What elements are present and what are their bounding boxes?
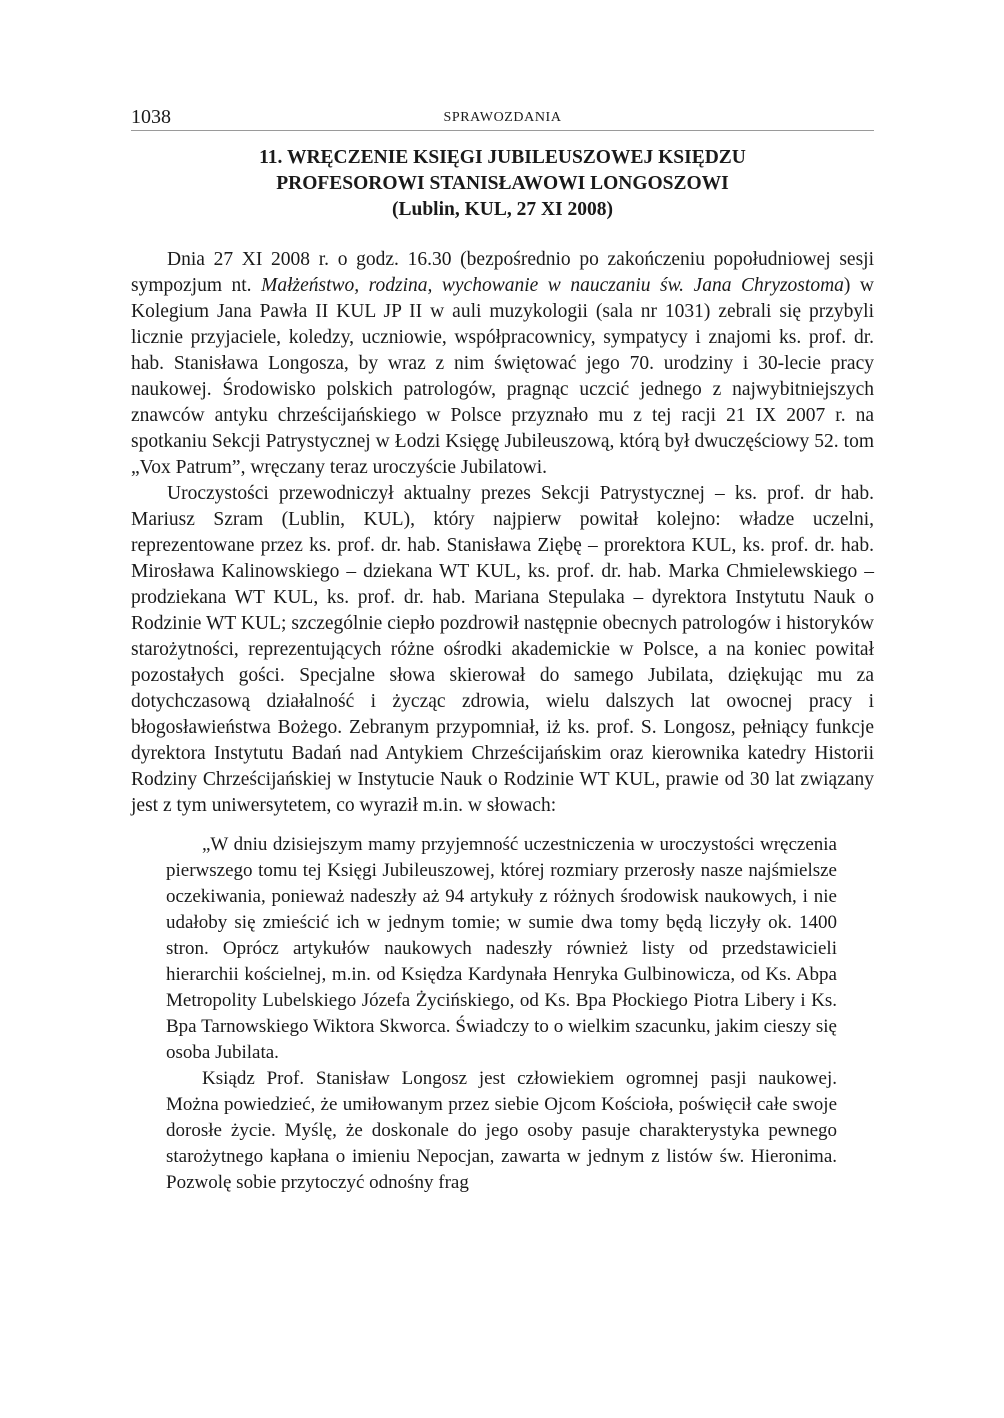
- title-line-1: 11. WRĘCZENIE KSIĘGI JUBILEUSZOWEJ KSIĘDZU: [259, 147, 746, 168]
- quote-paragraph-2: Ksiądz Prof. Stanisław Longosz jest człowiekiem ogromnej pasji naukowej. Można powiedzieć, że umiłowanym przez siebie Ojcom Kościoła, poświęcił całe swoje dorosłe życie. Myślę, że doskonale do jego osoby pasuje charakterystyka pewnego starożytnego kapłana o imieniu Nepocjan, zawarta w jednym z listów św. Hieronima. Pozwolę sobie przytoczyć odnośny frag: [166, 1068, 837, 1193]
- body-text: [131, 247, 874, 1196]
- quote-paragraph-1: „W dniu dzisiejszym mamy przyjemność uczestniczenia w uroczystości wręczenia pierwszego tomu tej Księgi Jubileuszowej, której rozmiary przerosły nasze najśmielsze oczekiwania, ponieważ nadeszły aż 94 artykuły z różnych środowisk naukowych, i nie udałoby się zmieścić ich w jednym tomie; w sumie dwa tomy będą liczyły ok. 1400 stron. Oprócz artykułów naukowych nadeszły również listy od przedstawicieli hierarchii kościelnej, m.in. od Księdza Kardynała Henryka Gulbinowicza, od Ks. Abpa Metropolity Lubelskiego Józefa Życińskiego, od Ks. Bpa Płockiego Piotra Libery i Ks. Bpa Tarnowskiego Wiktora Skworca. Świadczy to o wielkim szacunku, jakim cieszy się osoba Jubilata.: [166, 834, 837, 1063]
- paragraph-1: [131, 247, 874, 481]
- running-header: [131, 104, 874, 131]
- block-quote: [166, 832, 837, 1196]
- article-title: [131, 145, 874, 223]
- title-line-3: (Lublin, KUL, 27 XI 2008): [391, 199, 614, 220]
- symposium-title: Małżeństwo, rodzina, wychowanie w nauczaniu św. Jana Chryzostoma: [261, 275, 844, 296]
- title-line-2: PROFESOROWI STANISŁAWOWI LONGOSZOWI: [276, 173, 729, 194]
- page-number: 1038: [131, 106, 171, 128]
- running-title: SPRAWOZDANIA: [443, 110, 562, 125]
- paragraph-1-start: Dnia 27 XI 2008 r. o godz. 16.30 (bezpośrednio po zakończeniu popołudniowej sesji sympozjum nt.: [131, 249, 874, 296]
- paragraph-2: Uroczystości przewodniczył aktualny prezes Sekcji Patrystycznej – ks. prof. dr hab. Mariusz Szram (Lublin, KUL), który najpierw powitał kolejno: władze uczelni, reprezentowane przez ks. prof. dr. hab. Stanisława Ziębę – prorektora KUL, ks. prof. dr. hab. Mirosława Kalinowskiego – dziekana WT KUL, ks. prof. dr. hab. Marka Chmielewskiego – prodziekana WT KUL, ks. prof. dr. hab. Mariana Stepulaka – dyrektora Instytutu Nauk o Rodzinie WT KUL; szczególnie ciepło pozdrowił następnie obecnych patrologów i historyków starożytności, reprezentujących różne ośrodki akademickie w Polsce, a na koniec powitał pozostałych gości. Specjalne słowa skierował do samego Jubilata, dziękując mu za dotychczasową działalność i życząc zdrowia, wielu dalszych lat owocnej pracy i błogosławieństwa Bożego. Zebranym przypomniał, iż ks. prof. S. Longosz, pełniący funkcje dyrektora Instytutu Badań nad Antykiem Chrześcijańskim oraz kierownika katedry Historii Rodziny Chrześcijańskiej w Instytucie Nauk o Rodzinie WT KUL, prawie od 30 lat związany jest z tym uniwersytetem, co wyraził m.in. w słowach:: [131, 483, 874, 816]
- paragraph-1-end: ) w Kolegium Jana Pawła II KUL JP II w auli muzykologii (sala nr 1031) zebrali się przybyli licznie przyjaciele, koledzy, uczniowie, współpracownicy, sympatycy i znajomi ks. prof. dr. hab. Stanisława Longosza, by wraz z nim świętować jego 70. urodziny i 30-lecie pracy naukowej. Środowisko polskich patrologów, pragnąc uczcić jednego z najwybitniejszych znawców antyku chrześcijańskiego w Polsce przyznało mu z tej racji 21 IX 2007 r. na spotkaniu Sekcji Patrystycznej w Łodzi Księgę Jubileuszową, którą był dwuczęściowy 52. tom „Vox Patrum”, wręczany teraz uroczyście Jubilatowi.: [131, 275, 874, 478]
